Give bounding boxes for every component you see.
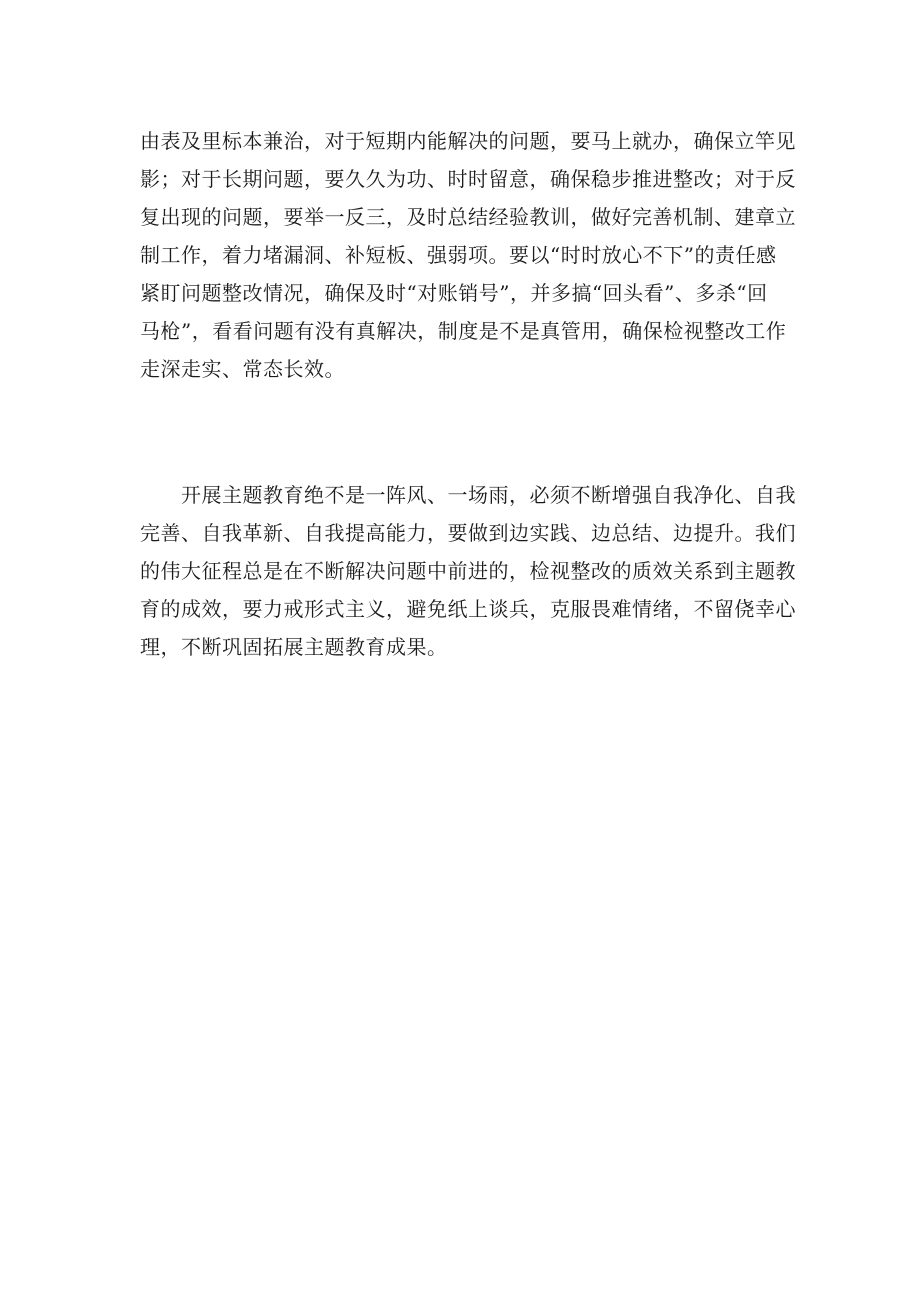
paragraph-line: 影；对于长期问题，要久久为功、时时留意，确保稳步推进整改；对于反 bbox=[140, 167, 796, 191]
paragraph-line: 开展主题教育绝不是一阵风、一场雨，必须不断增强自我净化、自我 bbox=[140, 483, 796, 507]
paragraph-line: 制工作，着力堵漏洞、补短板、强弱项。要以“时时放心不下”的责任感 bbox=[140, 243, 777, 267]
paragraph-line: 理，不断巩固拓展主题教育成果。 bbox=[140, 635, 448, 659]
paragraph-line: 复出现的问题，要举一反三，及时总结经验教训，做好完善机制、建章立 bbox=[140, 205, 796, 229]
paragraph-line: 走深走实、常态长效。 bbox=[140, 357, 345, 381]
paragraph-line: 由表及里标本兼治，对于短期内能解决的问题，要马上就办，确保立竿见 bbox=[140, 129, 796, 153]
paragraph-line: 马枪”，看看问题有没有真解决，制度是不是真管用，确保检视整改工作 bbox=[140, 319, 787, 343]
paragraph-1 bbox=[140, 122, 800, 388]
paragraph-line: 完善、自我革新、自我提高能力，要做到边实践、边总结、边提升。我们 bbox=[140, 521, 796, 545]
paragraph-line: 育的成效，要力戒形式主义，避免纸上谈兵，克服畏难情绪，不留侥幸心 bbox=[140, 597, 796, 621]
paragraph-2 bbox=[140, 476, 800, 666]
paragraph-line: 的伟大征程总是在不断解决问题中前进的，检视整改的质效关系到主题教 bbox=[140, 559, 796, 583]
paragraph-line: 紧盯问题整改情况，确保及时“对账销号”，并多搞“回头看”、多杀“回 bbox=[140, 281, 768, 305]
